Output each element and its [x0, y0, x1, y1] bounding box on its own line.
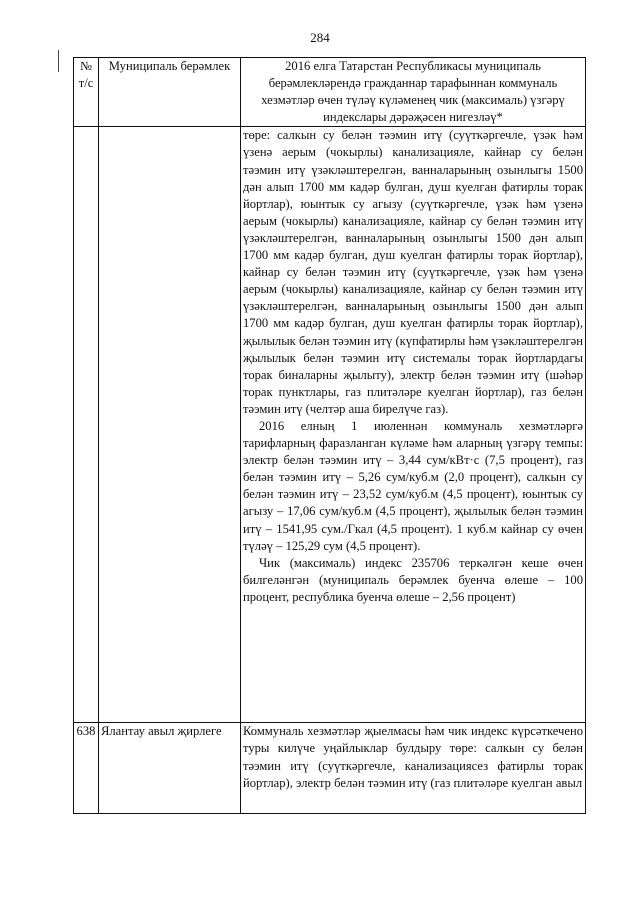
- margin-mark: [58, 50, 59, 72]
- table-row: [74, 127, 586, 723]
- description-paragraph: төре: салкын су белән тәэмин итү (суүткәргечле, үзәк һәм үзенә аерым (чокырлы) канализацияле, кайнар су белән тәэмин итү үзәкләштерелгән, ванналарының озынлыгы 1500 дән алып 1700 мм кадәр булган, душ куелган фатирлы торак йортлар), юынтык су агызу (суүткәргечле, үзәк һәм үзенә аерым (чокырлы) канализацияле, кайнар су белән тәэмин итү үзәкләштерелгән, ванналарының озынлыгы 1500 дән алып 1700 мм кадәр булган, душ куелган фатирлы торак йортлар), кайнар су белән тәэмин итү (суүткәргечле, үзәк һәм үзенә аерым (чокырлы) канализацияле, кайнар су белән тәэмин итү үзәкләштерелгән, ванналарының озынлыгы 1500 дән алып 1700 мм кадәр булган, душ куелган фатирлы торак йортлар), җылылык белән тәэмин итү (күпфатирлы һәм үзәкләштерелгән җылылык белән тәэмин итү системалы торак йортлардагы торак биналарны җылыту), электр белән тәэмин итү (шәһәр торак пунктлары, газ плитәләре куелган йортлар), газ белән тәэмин итү (челтәр аша бирелүче газ).: [243, 128, 583, 416]
- description-paragraph: 2016 елның 1 июленнән коммуналь хезмәтләргә тарифларның фаразланган күләме һәм аларның үзгәрү темпы: электр белән тәэмин итү – 3,44 сум/кВт·с (7,5 процент), газ белән тәэмин итү – 5,26 сум/куб.м (2,0 процент), салкын су белән тәэмин итү – 23,52 сум/куб.м (4,5 процент), юынтык су агызу – 17,06 сум/куб.м (4,5 процент), җылылык белән тәэмин итү – 1541,95 сум./Гкал (4,5 процент). 1 куб.м кайнар су өчен түләү – 125,29 сум (4,5 процент).: [243, 418, 583, 553]
- table-header-row: [74, 58, 586, 127]
- tariff-table: [73, 57, 586, 814]
- row-description: [241, 127, 586, 723]
- table-row: [74, 723, 586, 814]
- page-number: 284: [310, 30, 330, 45]
- row-description: [241, 723, 586, 814]
- description-paragraph: Коммуналь хезмәтләр җыелмасы һәм чик индекс күрсәткечено туры килүче уңайлыклар булдыру төре: салкын су белән тәэмин итү (суүткәргечле, канализациясез фатирлы торак йортлар), электр белән тәэмин итү (газ плитәләре куелган авыл: [243, 724, 583, 790]
- row-municipality: Ялантау авыл җирлеге: [99, 723, 241, 814]
- header-municipality: Муниципаль берәмлек: [99, 58, 241, 127]
- header-description: 2016 елга Татарстан Республикасы муниципаль берәмлекләрендә гражданнар тарафыннан коммуналь хезмәтләр өчен түләү күләменең чик (максималь) үзгәрү индекслары дәрәҗәсен нигезләү*: [241, 58, 586, 127]
- row-municipality: [99, 127, 241, 723]
- header-num: № т/с: [74, 58, 99, 127]
- row-num: 638: [74, 723, 99, 814]
- description-paragraph: Чик (максималь) индекс 235706 теркәлгән кеше өчен билгеләнгән (муниципаль берәмлек буенча өлеше – 100 процент, республика буенча өлеше – 2,56 процент): [243, 555, 583, 604]
- row-num: [74, 127, 99, 723]
